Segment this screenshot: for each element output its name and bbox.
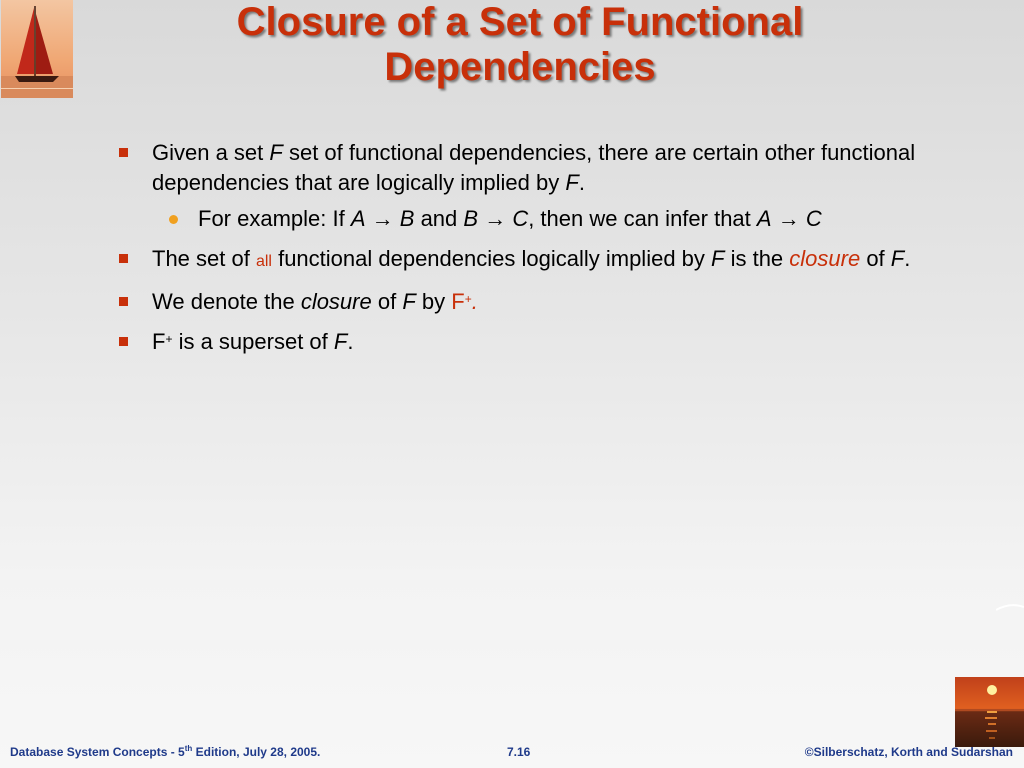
bullet-given-set — [114, 138, 994, 198]
text: of — [371, 289, 403, 314]
text: For example: If — [198, 206, 351, 231]
var-f: F — [890, 246, 905, 271]
footer-copyright: ©Silberschatz, Korth and Sudarshan — [804, 745, 1013, 759]
plus-superscript: + — [165, 332, 173, 346]
arrow-symbol: → — [478, 206, 513, 231]
var-a: A — [756, 206, 772, 231]
text: functional dependencies logically implied by — [271, 246, 712, 271]
bullet-superset — [114, 327, 994, 357]
var-f: F — [333, 329, 348, 354]
var-a: A — [350, 206, 366, 231]
text: The set of — [152, 246, 256, 271]
text: by — [415, 289, 452, 314]
var-b: B — [463, 206, 479, 231]
bullet-denote — [114, 287, 994, 317]
sub-bullet-example — [114, 204, 994, 234]
text: set of functional dependencies, there are certain other functional dependencies that are logically implied by — [152, 140, 916, 195]
closure-term: closure — [300, 289, 372, 314]
text: . — [471, 289, 478, 314]
text: Edition, July 28, 2005. — [192, 745, 321, 759]
text: , then we can infer that — [528, 206, 757, 231]
text: Database System Concepts - 5 — [10, 745, 185, 759]
slide-content — [114, 138, 994, 367]
square-bullet-icon — [119, 297, 128, 306]
text: of — [860, 246, 891, 271]
text: . — [904, 246, 911, 271]
arrow-symbol: → — [365, 206, 400, 231]
square-bullet-icon — [119, 337, 128, 346]
var-c: C — [512, 206, 529, 231]
var-c: C — [805, 206, 822, 231]
round-bullet-icon — [169, 215, 178, 224]
title-line-1: Closure of a Set of Functional — [236, 0, 804, 44]
sunset-logo-image — [955, 677, 1024, 747]
f-plus: F — [152, 329, 166, 354]
f-plus: F — [451, 289, 465, 314]
square-bullet-icon — [119, 254, 128, 263]
arrow-symbol: → — [771, 206, 806, 231]
square-bullet-icon — [119, 148, 128, 157]
emphasis-closure: closure — [789, 246, 861, 271]
var-f: F — [565, 170, 579, 195]
emphasis-all: all — [255, 253, 272, 270]
superscript: th — [184, 744, 193, 753]
text: . — [347, 329, 354, 354]
text: . — [578, 170, 585, 195]
sailboat-logo-image — [1, 0, 73, 98]
decorative-wave — [996, 604, 1024, 612]
text: We denote the — [152, 289, 301, 314]
bullet-set-of-all — [114, 244, 994, 277]
title-line-2: Dependencies — [384, 45, 656, 89]
var-b: B — [399, 206, 415, 231]
var-f: F — [402, 289, 416, 314]
footer-book-title — [10, 745, 320, 759]
text: is a superset of — [172, 329, 334, 354]
text: Given a set — [152, 140, 270, 165]
plus-superscript: + — [464, 292, 472, 306]
text: is the — [724, 246, 790, 271]
footer — [0, 745, 1024, 763]
footer-page-number: 7.16 — [507, 745, 531, 759]
slide-title — [90, 0, 950, 90]
var-f: F — [269, 140, 283, 165]
var-f: F — [711, 246, 725, 271]
text: and — [414, 206, 464, 231]
